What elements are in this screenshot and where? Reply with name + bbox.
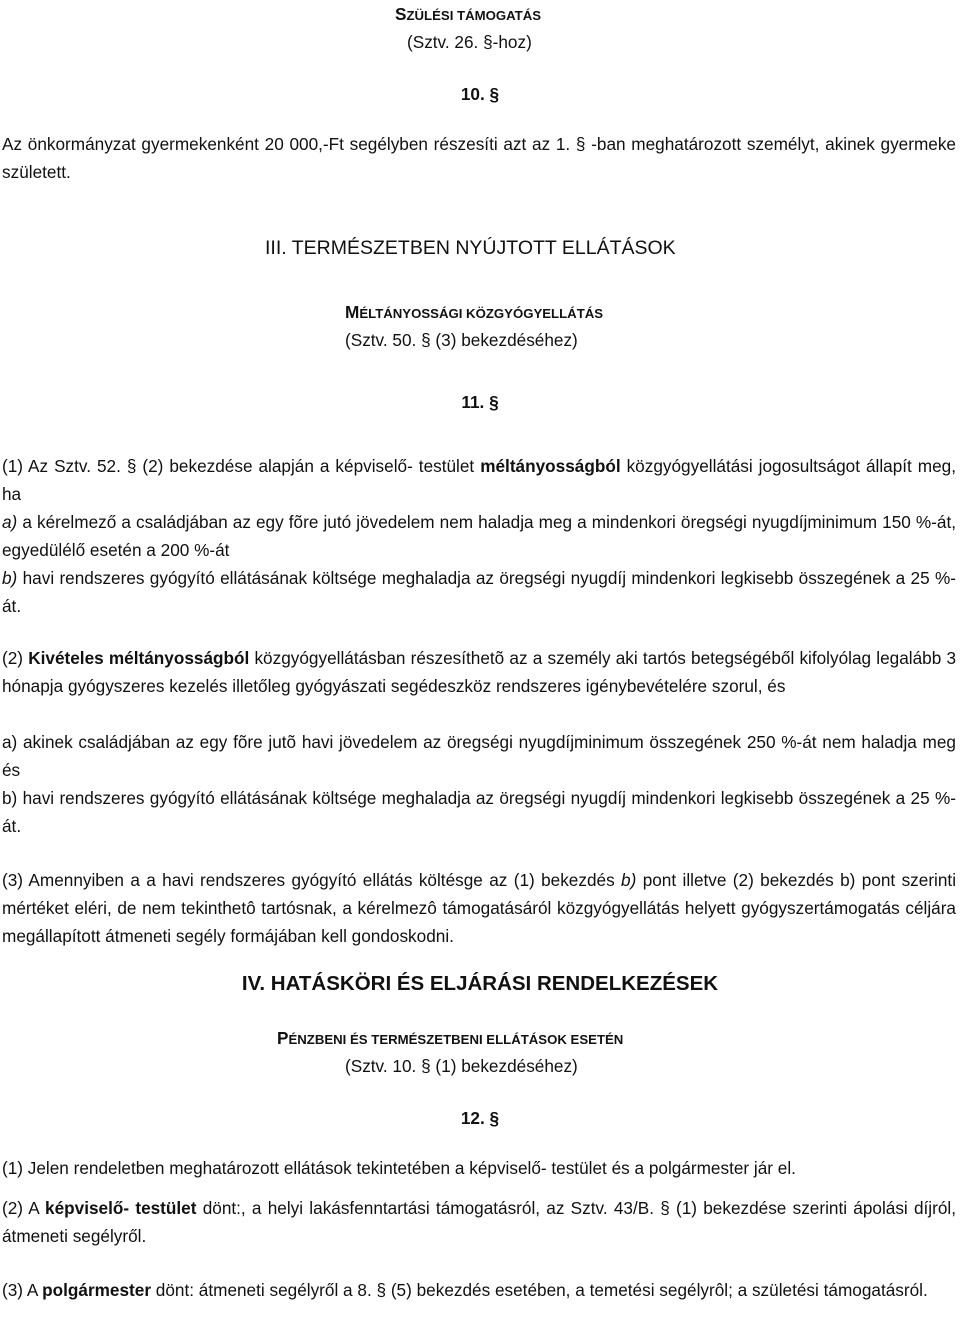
title-rest: ÉLTÁNYOSSÁGI KÖZGYÓGYELLÁTÁS (359, 306, 604, 321)
paragraph-number-10: 10. § (460, 84, 500, 104)
section-title-cash-in-kind (277, 1024, 877, 1054)
paragraph-number-12: 12. § (460, 1108, 500, 1128)
paragraph-11-1: (1) Az Sztv. 52. § (2) bekezdése alapján a képviselő- testület méltányosságból közgyógyellátási jogosultságot állapít meg, ha (2, 456, 957, 504)
chapter-title-iii: III. TERMÉSZETBEN NYÚJTOTT ELLÁTÁSOK (265, 237, 676, 259)
section-reference: (Sztv. 26. §-hoz) (407, 32, 532, 52)
paragraph-11-2: (2) Kivételes méltányosságból közgyógyellátásban részesíthetõ az a személy aki tartós betegségéből kifolyólag legalább 3 hónapja gyógyszeres kezelés illetőleg gyógyászati segédeszköz rendszeres igénybevételére szorul, és (2, 648, 957, 696)
section-title-equity-care (345, 298, 845, 328)
section-title-birth-support (395, 0, 895, 30)
paragraph-11-3: (3) Amennyiben a a havi rendszeres gyógyító ellátás költésge az (1) bekezdés b) pont illetve (2) bekezdés b) pont szerinti mértéket eléri, de nem tekinthetô tartósnak, a kérelmezô támogatásáról közgyógyellátás helyett gyógyszertámogatás céljára megállapított átmeneti segély formájában kell gondoskodni. (2, 870, 957, 946)
emphasis-exceptional-equity: Kivételes méltányosságból (28, 648, 250, 668)
paragraph-11-1-a: a) a kérelmező a családjában az egy fõre jutó jövedelem nem haladja meg a mindenkori öregségi nyugdíjminimum 150 %-át, egyedülélő esetén a 200 %-át (2, 512, 956, 560)
title-rest: ÉNZBENI ÉS TERMÉSZETBENI ELLÁTÁSOK ESETÉN (288, 1032, 624, 1047)
title-initial: P (277, 1028, 289, 1048)
paragraph-11-2-a: a) akinek családjában az egy fõre jutõ havi jövedelem az öregségi nyugdíjminimum összegének 250 %-át nem haladja meg és (2, 732, 956, 780)
paragraph-11-1-b: b) havi rendszeres gyógyító ellátásának költsége meghaladja az öregségi nyugdíj mindenkori legkisebb összegének a 25 %-át. (2, 568, 956, 616)
title-rest: ZÜLÉSI TÁMOGATÁS (406, 8, 542, 23)
paragraph-12-3: (3) A polgármester dönt: átmeneti segélyről a 8. § (5) bekezdés esetében, a temetési segélyrôl; a születési támogatásról. (2, 1280, 928, 1300)
emphasis-equity: méltányosságból (480, 456, 621, 476)
emphasis-mayor: polgármester (42, 1280, 152, 1300)
paragraph-number-11: 11. § (461, 392, 499, 412)
paragraph-11-2-b: b) havi rendszeres gyógyító ellátásának költsége meghaladja az öregségi nyugdíj mindenkori legkisebb összegének a 25 %-át. (2, 788, 956, 836)
emphasis-council: képviselő- testület (45, 1198, 197, 1218)
title-initial: M (345, 302, 360, 322)
section-reference: (Sztv. 10. § (1) bekezdéséhez) (345, 1056, 578, 1076)
title-initial: S (395, 4, 407, 24)
paragraph-12-1: (1) Jelen rendeletben meghatározott ellátások tekintetében a képviselő- testület és a polgármester jár el. (2, 1158, 796, 1178)
chapter-title-iv: IV. HATÁSKÖRI ÉS ELJÁRÁSI RENDELKEZÉSEK (241, 972, 719, 995)
paragraph-12-2: (2) A képviselő- testület dönt:, a helyi lakásfenntartási támogatásról, az Sztv. 43/B. § (1) bekezdése szerinti ápolási díjról, átmeneti segélyről. (2, 1198, 956, 1246)
section-reference: (Sztv. 50. § (3) bekezdéséhez) (345, 330, 578, 350)
paragraph-10-text: Az önkormányzat gyermekenként 20 000,-Ft segélyben részesíti azt az 1. § -ban meghatározott személyt, akinek gyermeke született. (2, 134, 956, 182)
